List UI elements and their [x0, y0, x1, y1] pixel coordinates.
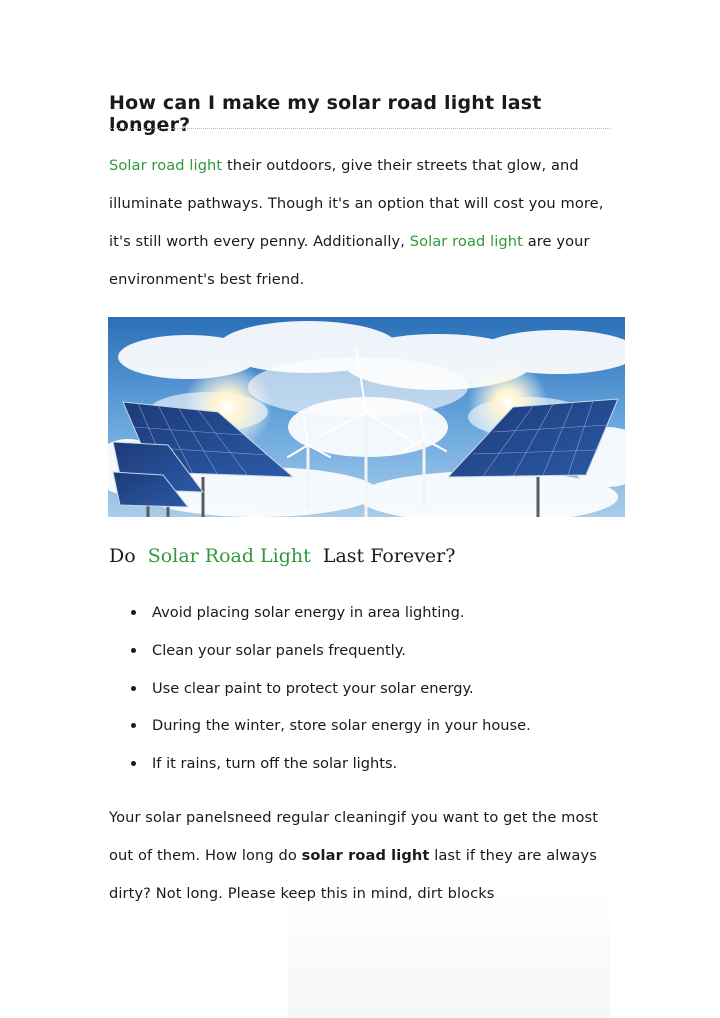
bullet-dot [131, 686, 136, 691]
heading-highlight: Solar Road Light [147, 545, 311, 567]
bullet-dot [131, 648, 136, 653]
title-divider [109, 128, 610, 129]
intro-paragraph [109, 147, 615, 299]
bullet-dot [131, 610, 136, 615]
tip-text: Clean your solar panels frequently. [152, 641, 406, 659]
heading-suffix: Last Forever? [322, 545, 456, 567]
body-bold-term: solar road light [301, 847, 430, 864]
bullet-dot [131, 723, 136, 728]
body-text-1: Your solar panelsneed regular cleaningif you want to get the most out of them. How long do [109, 809, 599, 864]
solar-road-light-link[interactable]: Solar road light [109, 157, 223, 174]
section-heading [109, 545, 455, 567]
tip-text: During the winter, store solar energy in your house. [152, 717, 531, 735]
list-item [109, 632, 609, 670]
tips-list [109, 594, 609, 783]
body-text-2: last if they are always dirty? Not long. Please keep this in mind, dirt blocks [109, 847, 597, 902]
intro-text-2: are your environment's best friend. [109, 233, 590, 288]
bullet-dot [131, 761, 136, 766]
list-item [109, 670, 609, 708]
list-item [109, 707, 609, 745]
list-item [109, 745, 609, 783]
list-item [109, 594, 609, 632]
tip-text: If it rains, turn off the solar lights. [152, 755, 398, 773]
tip-text: Use clear paint to protect your solar energy. [152, 679, 474, 697]
heading-prefix: Do [109, 545, 136, 567]
tip-text: Avoid placing solar energy in area lighting. [152, 604, 465, 621]
body-paragraph [109, 799, 615, 913]
solar-road-light-link-2[interactable]: Solar road light [409, 233, 523, 250]
intro-text-1: their outdoors, give their streets that glow, and illuminate pathways. Though it's an option that will cost you more, it's still worth every penny. Additionally, [109, 157, 604, 250]
solar-wind-photo [108, 317, 625, 517]
page-title: How can I make my solar road light last longer? [109, 92, 542, 136]
